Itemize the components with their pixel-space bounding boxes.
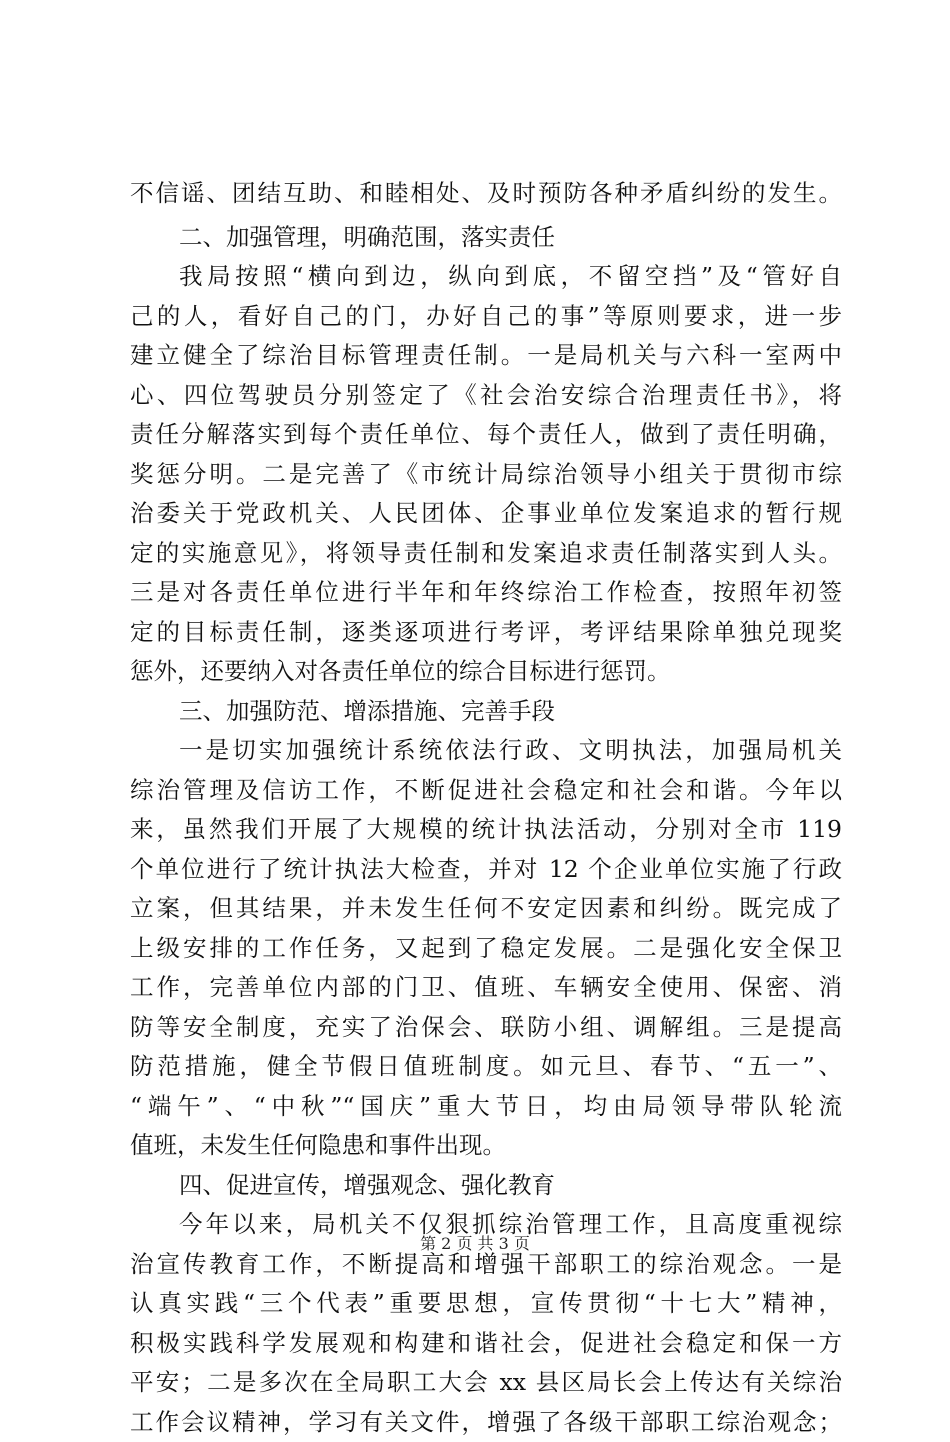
text-line: 三是对各责任单位进行半年和年终综治工作检查，按照年初签: [130, 573, 842, 613]
text-line: 工作，完善单位内部的门卫、值班、车辆安全使用、保密、消: [130, 968, 842, 1008]
text-line: 上级安排的工作任务，又起到了稳定发展。二是强化安全保卫: [130, 929, 842, 969]
section-heading: 三、加强防范、增添措施、完善手段: [130, 692, 842, 732]
text-line: “端午”、“中秋”“国庆”重大节日，均由局领导带队轮流: [130, 1087, 842, 1127]
text-line: 综治管理及信访工作，不断促进社会稳定和社会和谐。今年以: [130, 771, 842, 811]
text-line: 今年以来，局机关不仅狠抓综治管理工作，且高度重视综: [130, 1205, 842, 1245]
text-line: 个单位进行了统计执法大检查，并对 12 个企业单位实施了行政: [130, 850, 842, 890]
text-line: 立案，但其结果，并未发生任何不安定因素和纠纷。既完成了: [130, 889, 842, 929]
text-line: 惩外，还要纳入对各责任单位的综合目标进行惩罚。: [130, 652, 842, 692]
text-line: 治委关于党政机关、人民团体、企事业单位发案追求的暂行规: [130, 494, 842, 534]
text-line: 防等安全制度，充实了治保会、联防小组、调解组。三是提高: [130, 1008, 842, 1048]
text-line: 责任分解落实到每个责任单位、每个责任人，做到了责任明确，: [130, 415, 842, 455]
text-line: 建立健全了综治目标管理责任制。一是局机关与六科一室两中: [130, 336, 842, 376]
text-line: 来，虽然我们开展了大规模的统计执法活动，分别对全市 119: [130, 810, 842, 850]
text-line: 平安；二是多次在全局职工大会 xx 县区局长会上传达有关综治: [130, 1363, 842, 1403]
text-line: 己的人，看好自己的门，办好自己的事”等原则要求，进一步: [130, 297, 842, 337]
section-heading: 二、加强管理，明确范围，落实责任: [130, 218, 842, 258]
text-line: 一是切实加强统计系统依法行政、文明执法，加强局机关: [130, 731, 842, 771]
section-heading: 四、促进宣传，增强观念、强化教育: [130, 1166, 842, 1206]
text-line: 认真实践“三个代表”重要思想，宣传贯彻“十七大”精神，: [130, 1284, 842, 1324]
text-line: 积极实践科学发展观和构建和谐社会，促进社会稳定和保一方: [130, 1324, 842, 1364]
text-line: 治宣传教育工作，不断提高和增强干部职工的综治观念。一是: [130, 1245, 842, 1285]
text-line: 防范措施，健全节假日值班制度。如元旦、春节、“五一”、: [130, 1047, 842, 1087]
text-line: 工作会议精神，学习有关文件，增强了各级干部职工综治观念；: [130, 1403, 842, 1442]
text-line: 我局按照“横向到边，纵向到底，不留空挡”及“管好自: [130, 257, 842, 297]
text-line: 值班，未发生任何隐患和事件出现。: [130, 1126, 842, 1166]
text-line: 奖惩分明。二是完善了《市统计局综治领导小组关于贯彻市综: [130, 455, 842, 495]
text-line: 心、四位驾驶员分别签定了《社会治安综合治理责任书》，将: [130, 376, 842, 416]
text-line: 不信谣、团结互助、和睦相处、及时预防各种矛盾纠纷的发生。: [130, 174, 842, 214]
page-number: 第 2 页 共 3 页: [0, 1234, 950, 1254]
text-line: 定的实施意见》，将领导责任制和发案追求责任制落实到人头。: [130, 534, 842, 574]
text-line: 定的目标责任制，逐类逐项进行考评，考评结果除单独兑现奖: [130, 613, 842, 653]
